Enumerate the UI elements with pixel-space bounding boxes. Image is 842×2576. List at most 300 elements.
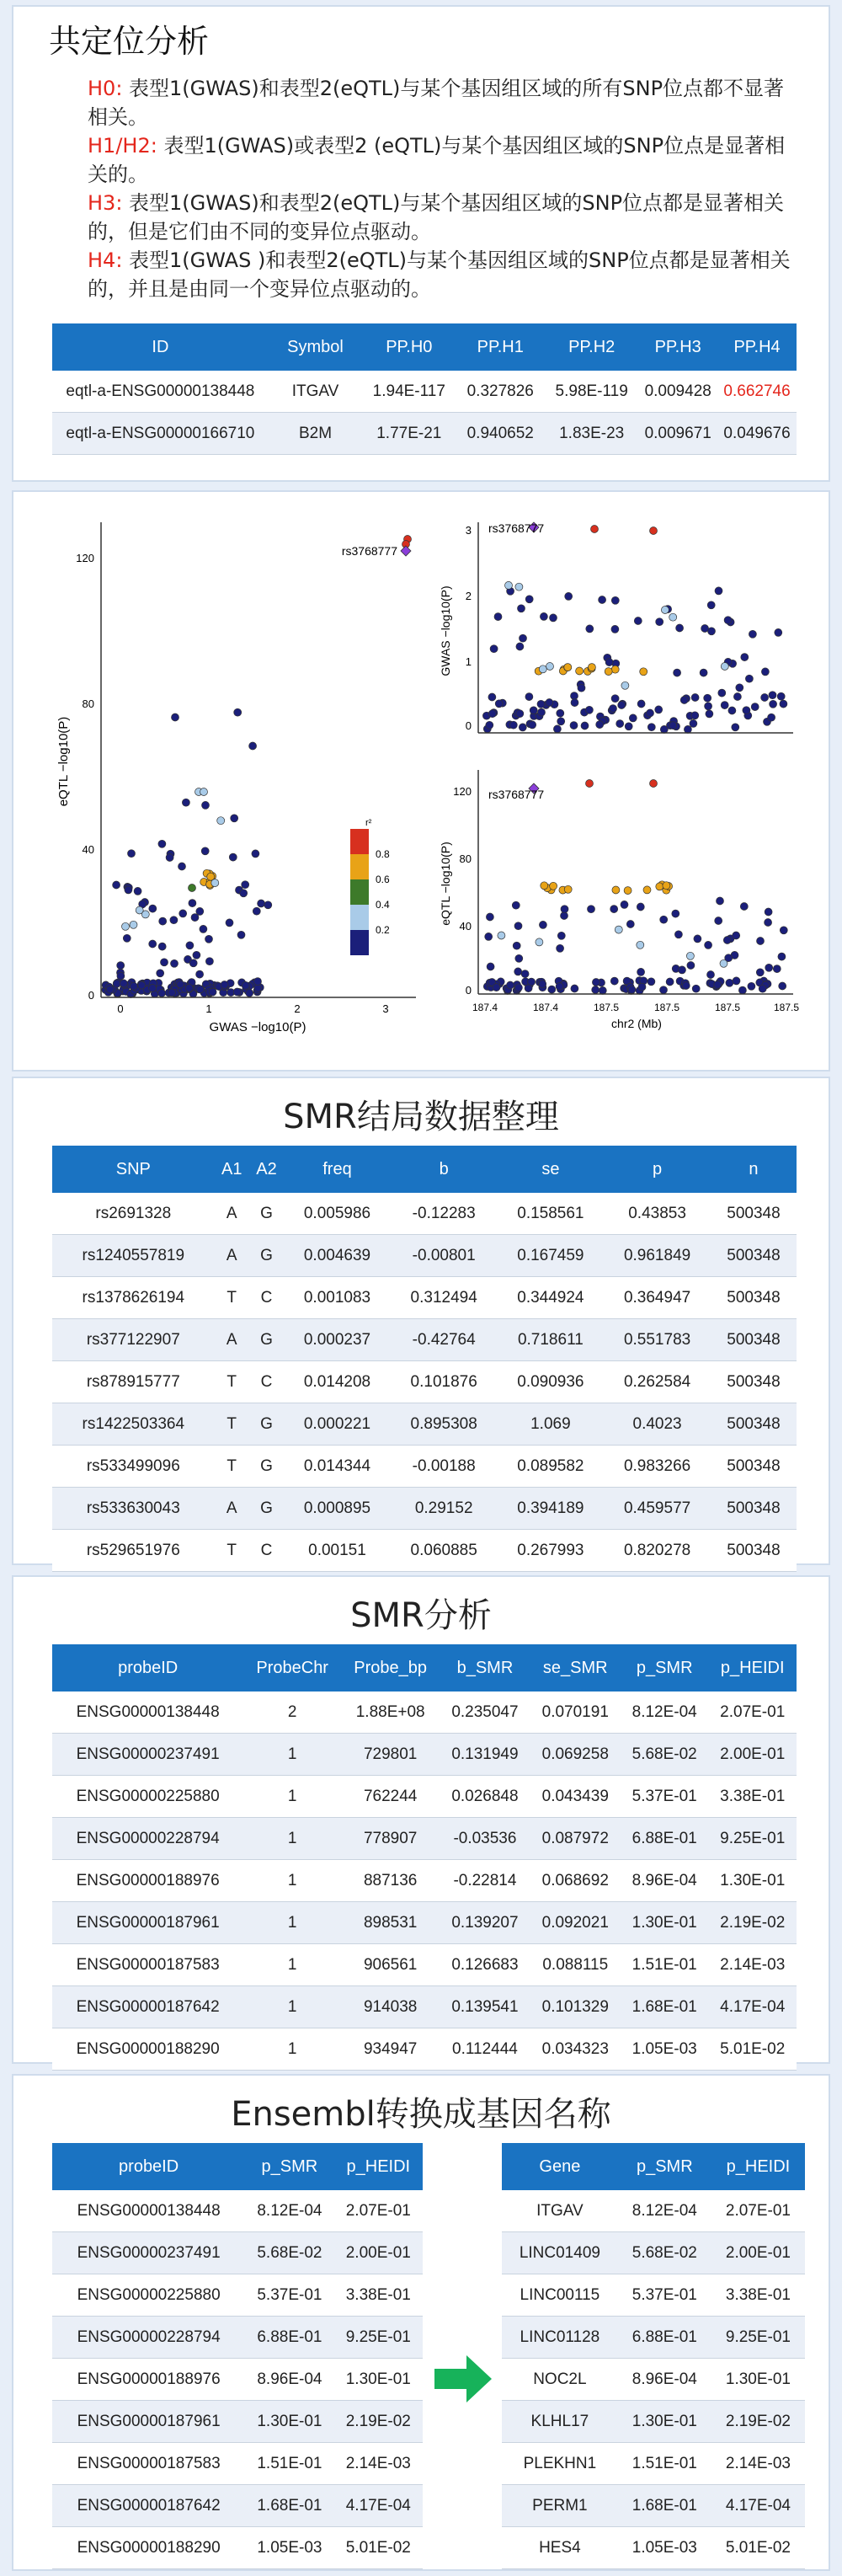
table-cell: 1.51E-01 — [245, 2443, 333, 2485]
snp-point — [258, 900, 265, 907]
snp-point — [660, 725, 668, 733]
snp-point — [538, 708, 546, 716]
snp-point — [705, 941, 712, 949]
snp-point — [605, 659, 613, 666]
table-cell: 500348 — [711, 1235, 797, 1277]
snp-point — [498, 932, 505, 939]
hypothesis-h3 — [88, 189, 795, 246]
snp-point — [553, 725, 561, 733]
table-cell: 0.4023 — [604, 1403, 711, 1446]
snp-point — [741, 654, 749, 661]
coloc-table — [52, 323, 797, 455]
snp-point — [515, 954, 523, 962]
snp-point — [592, 979, 600, 986]
snp-point — [761, 668, 769, 676]
table-row — [52, 2274, 423, 2317]
eqtl-ytick: 120 — [453, 785, 472, 798]
gwas-ytick: 0 — [465, 719, 472, 732]
snp-point — [661, 607, 669, 614]
snp-point — [717, 897, 724, 905]
snp-point — [193, 951, 200, 959]
snp-point — [647, 724, 655, 731]
snp-point — [581, 722, 589, 730]
snp-point — [237, 931, 245, 938]
snp-point — [707, 971, 715, 979]
scatter-ytick: 40 — [82, 843, 94, 856]
snp-point — [149, 985, 157, 992]
snp-point — [539, 981, 546, 988]
snp-point — [128, 850, 136, 858]
snp-point — [514, 922, 522, 930]
snp-point — [647, 978, 655, 986]
table-cell: 500348 — [711, 1488, 797, 1530]
table-cell: 2.07E-01 — [708, 1692, 797, 1734]
snp-point — [130, 921, 137, 928]
table-cell: 1 — [243, 1986, 341, 2028]
eqtl-xlabel: chr2 (Mb) — [611, 1017, 662, 1030]
snp-point — [749, 630, 756, 638]
snp-point — [733, 932, 740, 939]
table-cell: 906561 — [341, 1944, 440, 1986]
hypothesis-h4 — [88, 246, 795, 303]
snp-point — [571, 692, 578, 700]
eqtl-xtick: 187.5 — [653, 1002, 680, 1013]
table-cell: 0.004639 — [284, 1235, 391, 1277]
table-cell: rs533630043 — [52, 1488, 215, 1530]
table-cell: 500348 — [711, 1193, 797, 1235]
table-cell: C — [249, 1530, 284, 1572]
snp-point — [488, 710, 496, 718]
table-cell: 1.30E-01 — [708, 1860, 797, 1902]
snp-point — [172, 713, 179, 721]
table-row — [52, 1818, 797, 1860]
snp-point — [720, 959, 727, 967]
legend-swatch — [350, 854, 369, 879]
hypothesis-text: 表型1(GWAS)和表型2(eQTL)与某个基因组区域的所有SNP位点都不显著相关。 — [88, 77, 785, 129]
snp-point — [138, 981, 146, 989]
table-cell: -0.00801 — [391, 1235, 498, 1277]
table-cell: 0.131949 — [440, 1734, 530, 1776]
table-cell: A — [215, 1193, 249, 1235]
snp-point — [136, 906, 143, 914]
smr-analysis-panel — [12, 1575, 830, 2064]
snp-point — [611, 665, 619, 673]
table-cell: 0.112444 — [440, 2028, 530, 2071]
snp-point — [540, 612, 547, 620]
table-row — [52, 1776, 797, 1818]
table-cell: 0.459577 — [604, 1488, 711, 1530]
table-cell: 1.30E-01 — [621, 1902, 709, 1944]
col-header: p_SMR — [618, 2143, 711, 2190]
table-cell: 0.262584 — [604, 1361, 711, 1403]
snp-point — [159, 917, 167, 925]
snp-point — [612, 886, 620, 894]
table-cell: 2.07E-01 — [334, 2190, 423, 2232]
snp-point — [537, 700, 545, 708]
eqtl-xtick: 187.4 — [472, 1002, 498, 1013]
snp-point — [647, 709, 654, 717]
col-header: probeID — [52, 2143, 245, 2190]
legend-tick: 0.6 — [376, 874, 390, 885]
table-row — [52, 2527, 423, 2569]
table-cell: 1.30E-01 — [334, 2359, 423, 2401]
table-cell: -0.12283 — [391, 1193, 498, 1235]
table-row — [502, 2274, 805, 2317]
col-header: se_SMR — [530, 1644, 621, 1692]
snp-point — [134, 887, 141, 895]
snp-point — [200, 788, 208, 796]
table-cell: ENSG00000237491 — [52, 2232, 245, 2274]
snp-point — [519, 724, 526, 731]
snp-point — [756, 969, 764, 976]
snp-point — [779, 982, 786, 990]
table-cell: 0.820278 — [604, 1530, 711, 1572]
snp-point — [723, 937, 731, 944]
snp-point — [650, 780, 658, 788]
snp-point — [666, 978, 674, 986]
table-row — [52, 1235, 797, 1277]
table-cell: T — [215, 1361, 249, 1403]
table-cell: 8.12E-04 — [618, 2190, 711, 2232]
table-cell: LINC00115 — [502, 2274, 618, 2317]
table-cell: eqtl-a-ENSG00000138448 — [52, 371, 269, 413]
table-cell: 8.96E-04 — [245, 2359, 333, 2401]
table-cell: 0.005986 — [284, 1193, 391, 1235]
table-row — [502, 2443, 805, 2485]
table-cell: 887136 — [341, 1860, 440, 1902]
snp-point — [157, 970, 164, 977]
snp-point — [564, 664, 572, 671]
coloc-title: 共定位分析 — [49, 23, 210, 60]
snp-point — [166, 854, 173, 862]
scatter-ytick: 80 — [82, 697, 94, 710]
snp-point — [217, 817, 225, 825]
table-cell: 1.68E-01 — [618, 2485, 711, 2527]
snp-point — [759, 985, 766, 992]
snp-point — [557, 932, 565, 939]
snp-point — [186, 942, 194, 949]
snp-point — [242, 881, 249, 889]
snp-point — [626, 921, 634, 928]
table-cell: 0.718611 — [498, 1319, 605, 1361]
snp-point — [557, 944, 564, 952]
eqtl-ytick: 0 — [465, 984, 472, 997]
snp-point — [576, 667, 584, 675]
snp-point — [690, 719, 697, 727]
col-header: SNP — [52, 1146, 215, 1193]
table-cell: 1.88E+08 — [341, 1692, 440, 1734]
table-cell: 8.12E-04 — [621, 1692, 709, 1734]
table-cell: 0.014208 — [284, 1361, 391, 1403]
gene-table — [502, 2143, 805, 2569]
table-row — [502, 2485, 805, 2527]
table-cell: 1 — [243, 1860, 341, 1902]
snp-point — [611, 596, 619, 604]
table-row — [52, 2028, 797, 2071]
snp-point — [674, 669, 681, 676]
snp-point — [113, 881, 120, 889]
snp-point — [149, 905, 157, 912]
snp-point — [765, 964, 773, 971]
table-row — [52, 1488, 797, 1530]
table-cell: G — [249, 1319, 284, 1361]
snp-point — [488, 693, 496, 701]
snp-point — [616, 720, 624, 728]
snp-point — [743, 707, 750, 714]
scatter-ytick: 0 — [88, 989, 94, 1002]
hypothesis-label: H0: — [88, 77, 123, 100]
scatter-xtick: 3 — [382, 1002, 389, 1015]
table-cell: 4.17E-04 — [711, 2485, 805, 2527]
scatter-xtick: 2 — [294, 1002, 301, 1015]
snp-point — [765, 908, 772, 916]
snp-point — [777, 692, 785, 700]
snp-point — [494, 613, 502, 621]
eqtl-ytick: 40 — [459, 920, 472, 933]
table-cell: T — [215, 1446, 249, 1488]
table-cell: 0.167459 — [498, 1235, 605, 1277]
smr-analysis-title: SMR分析 — [350, 1596, 492, 1635]
table-cell: 2.00E-01 — [708, 1734, 797, 1776]
table-row — [502, 2359, 805, 2401]
table-row — [52, 1530, 797, 1572]
table-cell: 1.05E-03 — [621, 2028, 709, 2071]
snp-point — [246, 989, 253, 997]
table-cell: A — [215, 1488, 249, 1530]
snp-point — [539, 665, 546, 673]
snp-point — [676, 624, 684, 632]
table-cell: 1 — [243, 2028, 341, 2071]
snp-point — [780, 927, 787, 934]
eqtl-ylabel: eQTL −log10(P) — [439, 842, 452, 926]
snp-point — [738, 986, 746, 994]
col-header: b_SMR — [440, 1644, 530, 1692]
table-row — [52, 1860, 797, 1902]
snp-point — [751, 703, 759, 711]
snp-point — [490, 645, 498, 653]
table-cell: ENSG00000188976 — [52, 1860, 243, 1902]
table-cell: 5.37E-01 — [618, 2274, 711, 2317]
table-cell: 0.009428 — [638, 371, 717, 413]
gwas-ylabel: GWAS −log10(P) — [439, 585, 452, 676]
snp-point — [745, 675, 753, 682]
table-cell: 4.17E-04 — [708, 1986, 797, 2028]
snp-point — [106, 986, 114, 993]
snp-point — [592, 986, 600, 994]
snp-point — [610, 977, 618, 985]
snp-point — [610, 705, 617, 713]
snp-point — [240, 890, 248, 897]
hypothesis-text: 表型1(GWAS)和表型2(eQTL)与某个基因组区域的SNP位点都是显著相关的，但是它们由不同的变异位点驱动。 — [88, 191, 785, 243]
col-header: n — [711, 1146, 797, 1193]
snp-point — [516, 643, 524, 650]
table-cell: HES4 — [502, 2527, 618, 2569]
table-cell: 9.25E-01 — [334, 2317, 423, 2359]
snp-point — [249, 742, 257, 750]
table-cell: 500348 — [711, 1403, 797, 1446]
table-cell: rs878915777 — [52, 1361, 215, 1403]
table-cell: 0.069258 — [530, 1734, 621, 1776]
snp-point — [518, 605, 525, 612]
snp-point — [778, 953, 786, 960]
table-cell: NOC2L — [502, 2359, 618, 2401]
smr-data-panel — [12, 1077, 830, 1565]
legend-title: r² — [365, 818, 372, 828]
hypothesis-h1h2 — [88, 131, 795, 189]
snp-point — [692, 985, 700, 992]
table-cell: 1.51E-01 — [621, 1944, 709, 1986]
table-cell: 934947 — [341, 2028, 440, 2071]
table-cell: ENSG00000187642 — [52, 1986, 243, 2028]
snp-point — [182, 799, 189, 806]
snp-point — [550, 882, 557, 890]
snp-point — [637, 968, 645, 975]
snp-point — [726, 979, 733, 986]
table-cell: A — [215, 1319, 249, 1361]
table-row — [52, 1277, 797, 1319]
snp-point — [211, 879, 219, 887]
table-cell: ENSG00000187961 — [52, 2401, 245, 2443]
snp-point — [721, 702, 728, 709]
snp-point — [615, 926, 622, 933]
snp-point — [539, 921, 546, 928]
table-cell: 729801 — [341, 1734, 440, 1776]
probe-table — [52, 2143, 423, 2569]
table-cell: 500348 — [711, 1277, 797, 1319]
eqtl-track-points — [483, 780, 787, 995]
table-cell: PLEKHN1 — [502, 2443, 618, 2485]
table-cell: G — [249, 1403, 284, 1446]
snp-point — [656, 618, 663, 626]
table-row — [502, 2232, 805, 2274]
legend-swatch — [350, 879, 369, 905]
table-cell: 0.070191 — [530, 1692, 621, 1734]
table-cell: 5.01E-02 — [334, 2527, 423, 2569]
scatter-ylabel: eQTL −log10(P) — [56, 716, 71, 807]
snp-point — [191, 914, 199, 922]
hypothesis-label: H3: — [88, 191, 123, 215]
col-header: A2 — [249, 1146, 284, 1193]
table-cell: 1.05E-03 — [618, 2527, 711, 2569]
table-cell: G — [249, 1446, 284, 1488]
snp-point — [586, 780, 594, 788]
arrow-right-icon — [434, 2354, 493, 2404]
gwas-ytick: 1 — [465, 655, 472, 668]
table-cell: rs529651976 — [52, 1530, 215, 1572]
table-cell: 0.101329 — [530, 1986, 621, 2028]
table-cell: 2.14E-03 — [334, 2443, 423, 2485]
snp-point — [672, 910, 679, 917]
snp-point — [674, 931, 682, 938]
table-cell: ENSG00000225880 — [52, 2274, 245, 2317]
snp-point — [637, 700, 645, 708]
snp-point — [736, 684, 743, 692]
table-cell: G — [249, 1488, 284, 1530]
snp-point — [704, 694, 711, 702]
snp-point — [680, 697, 688, 704]
table-row — [52, 2190, 423, 2232]
table-row — [52, 2232, 423, 2274]
snp-point — [521, 970, 529, 978]
snp-point — [634, 617, 642, 625]
snp-point — [505, 581, 513, 589]
snp-point — [234, 708, 242, 716]
snp-point — [732, 724, 739, 731]
locus-plot — [13, 492, 829, 1070]
eqtl-ytick: 80 — [459, 852, 472, 865]
snp-point — [209, 988, 216, 996]
snp-point — [691, 694, 699, 702]
table-cell: ENSG00000138448 — [52, 2190, 245, 2232]
table-cell: 0.049676 — [717, 413, 797, 455]
table-cell: 0.364947 — [604, 1277, 711, 1319]
snp-point — [571, 699, 578, 707]
snp-point — [780, 700, 787, 708]
table-cell: 6.88E-01 — [618, 2317, 711, 2359]
snp-point — [171, 959, 179, 967]
smr-analysis-table — [52, 1644, 797, 2071]
table-cell: ENSG00000187961 — [52, 1902, 243, 1944]
snp-point — [196, 986, 204, 993]
snp-point — [768, 713, 775, 721]
snp-point — [495, 700, 503, 708]
table-cell: rs377122907 — [52, 1319, 215, 1361]
col-header: PP.H3 — [638, 323, 717, 371]
table-cell: LINC01409 — [502, 2232, 618, 2274]
table-cell: 0.961849 — [604, 1235, 711, 1277]
col-header: Probe_bp — [341, 1644, 440, 1692]
gwas-ytick: 3 — [465, 524, 472, 537]
col-header: Gene — [502, 2143, 618, 2190]
col-header: p_HEIDI — [708, 1644, 797, 1692]
snp-point — [718, 689, 726, 697]
snp-point — [557, 718, 565, 725]
table-cell: 1 — [243, 1902, 341, 1944]
table-cell: 0.000895 — [284, 1488, 391, 1530]
snp-point — [588, 664, 595, 671]
table-cell: 0.060885 — [391, 1530, 498, 1572]
hypothesis-text: 表型1(GWAS)或表型2 (eQTL)与某个基因组区域的SNP位点是显著相关的。 — [88, 134, 786, 186]
table-cell: 0.344924 — [498, 1277, 605, 1319]
table-cell: 0.312494 — [391, 1277, 498, 1319]
table-row — [52, 1319, 797, 1361]
snp-point — [621, 681, 629, 689]
table-cell: 0.327826 — [456, 371, 545, 413]
snp-point — [556, 983, 563, 991]
table-cell: G — [249, 1235, 284, 1277]
table-cell: 500348 — [711, 1446, 797, 1488]
table-cell: 0.139207 — [440, 1902, 530, 1944]
snp-point — [775, 628, 782, 636]
hypothesis-h0 — [88, 74, 795, 131]
table-cell: rs1422503364 — [52, 1403, 215, 1446]
table-cell: 5.68E-02 — [618, 2232, 711, 2274]
snp-point — [565, 592, 573, 600]
snp-point — [177, 981, 184, 988]
snp-point — [125, 886, 132, 894]
hypothesis-text: 表型1(GWAS )和表型2(eQTL)与某个基因组区域的SNP位点都是显著相关的，并且是由同一个变异位点驱动的。 — [88, 249, 791, 301]
snp-point — [529, 721, 536, 729]
snp-point — [179, 863, 186, 870]
table-cell: ENSG00000188290 — [52, 2028, 243, 2071]
snp-point — [629, 714, 637, 722]
col-header: PP.H2 — [545, 323, 638, 371]
table-cell: 1.05E-03 — [245, 2527, 333, 2569]
snp-point — [486, 913, 493, 921]
snp-point — [561, 906, 568, 913]
snp-point — [628, 986, 636, 993]
snp-point — [700, 669, 707, 676]
